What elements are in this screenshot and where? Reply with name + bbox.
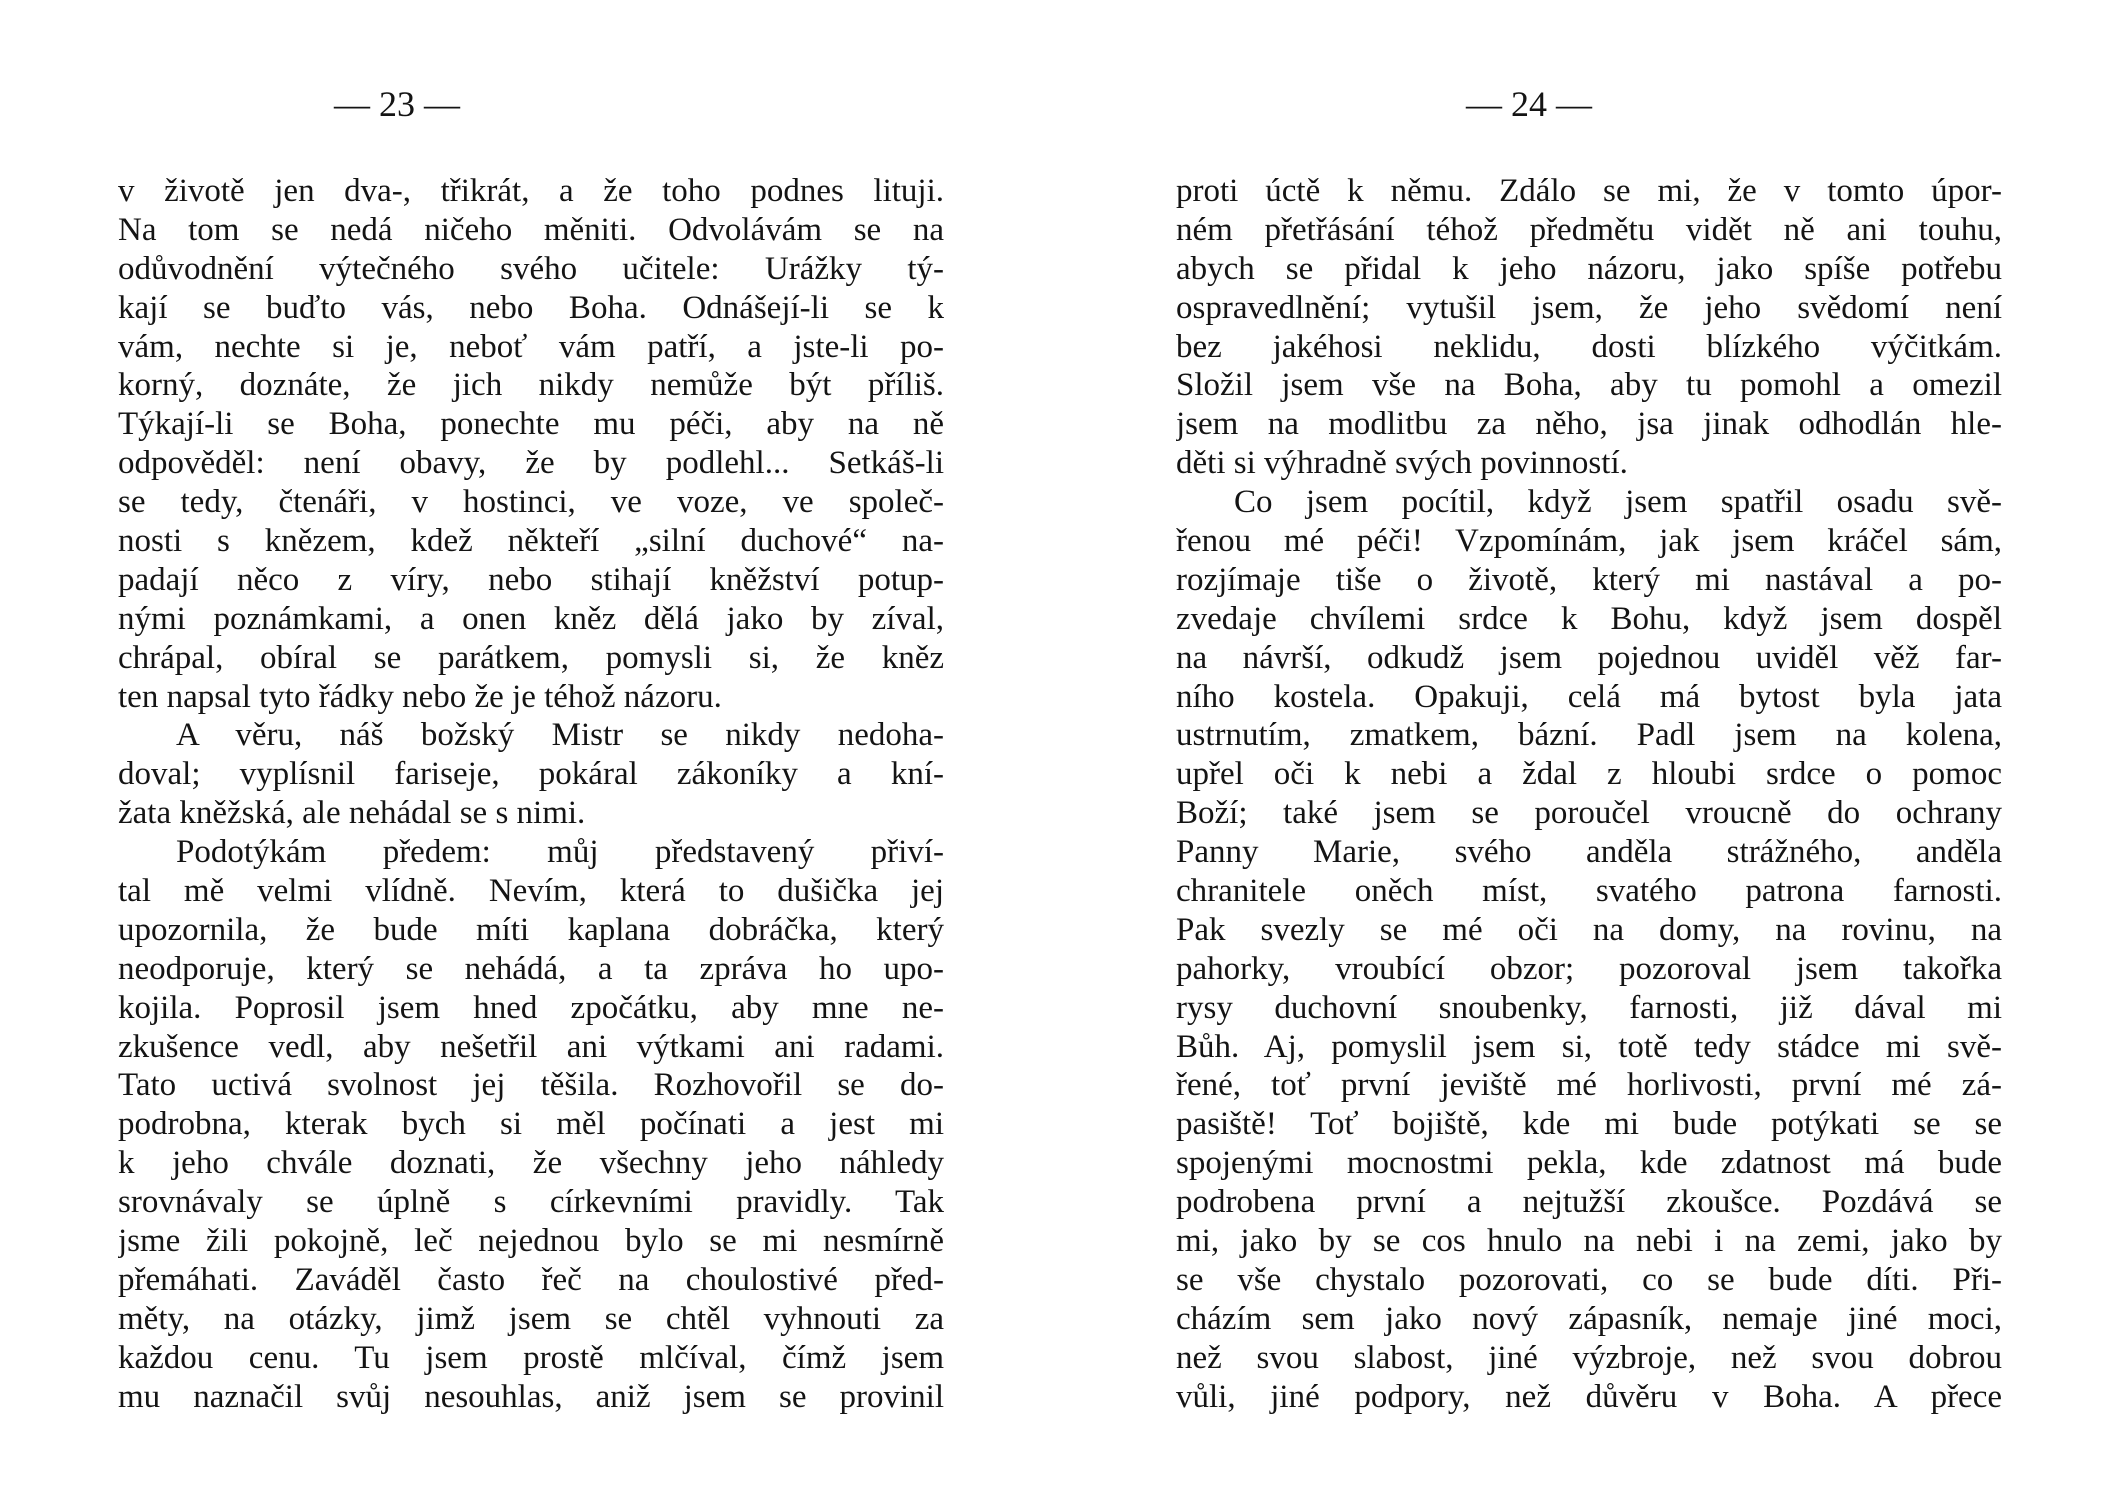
text-line: Na tom se nedá ničeho měniti. Odvolávám se na [118, 211, 944, 248]
text-line: řenou mé péči! Vzpomínám, jak jsem kráčel sám, [1176, 523, 2002, 560]
text-line: Složil jsem vše na Boha, aby tu pomohl a omezil [1176, 367, 2002, 404]
text-line: rozjímaje tiše o životě, který mi nastával a po- [1176, 561, 2002, 598]
text-line: tal mě velmi vlídně. Nevím, která to dušička jej [118, 873, 944, 910]
text-line: jsme žili pokojně, leč nejednou bylo se mi nesmírně [118, 1223, 944, 1260]
text-line: A věru, náš božský Mistr se nikdy nedoha- [176, 717, 944, 754]
text-line: nosti s knězem, kdež někteří „silní duchové“ na- [118, 523, 944, 560]
text-line: se tedy, čtenáři, v hostinci, ve voze, ve společ- [118, 484, 944, 521]
left-page [118, 0, 944, 1500]
text-line: Tato uctivá svolnost jej těšila. Rozhovořil se do- [118, 1067, 944, 1104]
text-line: padají něco z víry, nebo stihají kněžství potup- [118, 561, 944, 598]
text-line: cházím sem jako nový zápasník, nemaje jiné moci, [1176, 1300, 2002, 1337]
text-line: každou cenu. Tu jsem prostě mlčíval, čímž jsem [118, 1339, 944, 1376]
text-line: zkušence vedl, aby nešetřil ani výtkami ani radami. [118, 1028, 944, 1065]
text-line: proti úctě k němu. Zdálo se mi, že v tomto úpor- [1176, 173, 2002, 209]
text-line: chrápal, obíral se parátkem, pomysli si, že kněz [118, 639, 944, 676]
text-line: Panny Marie, svého anděla strážného, anděla [1176, 834, 2002, 871]
text-line: přemáhati. Zaváděl často řeč na choulostivé před- [118, 1261, 944, 1298]
text-line: ního kostela. Opakuji, celá má bytost byla jata [1176, 678, 2002, 715]
text-line: upozornila, že bude míti kaplana dobráčka, který [118, 911, 944, 948]
text-line: ten napsal tyto řádky nebo že je téhož názoru. [118, 678, 722, 715]
text-line: žata kněžská, ale nehádal se s nimi. [118, 795, 586, 832]
text-line: pahorky, vroubící obzor; pozoroval jsem takořka [1176, 950, 2002, 987]
text-line: bez jakéhosi neklidu, dosti blízkého výčitkám. [1176, 328, 2002, 365]
text-line: Pak svezly se mé oči na domy, na rovinu, na [1176, 911, 2002, 948]
text-line: spojenými mocnostmi pekla, kde zdatnost má bude [1176, 1145, 2002, 1182]
text-line: mu naznačil svůj nesouhlas, aniž jsem se provinil [118, 1378, 944, 1415]
text-line: ném přetřásání téhož předmětu vidět ně ani touhu, [1176, 211, 2002, 248]
text-line: kají se buďto vás, nebo Boha. Odnášejí-li se k [118, 289, 944, 326]
text-line: pasiště! Toť bojiště, kde mi bude potýkati se se [1176, 1106, 2002, 1143]
text-line: Bůh. Aj, pomyslil jsem si, totě tedy stádce mi svě- [1176, 1028, 2002, 1065]
text-line: na návrší, odkudž jsem pojednou uviděl věž far- [1176, 639, 2002, 676]
text-line: řené, toť první jeviště mé horlivosti, první mé zá- [1176, 1067, 2002, 1104]
text-line: měty, na otázky, jimž jsem se chtěl vyhnouti za [118, 1300, 944, 1337]
text-line: upřel oči k nebi a ždal z hloubi srdce o pomoc [1176, 756, 2002, 793]
text-line: než svou slabost, jiné výzbroje, než svou dobrou [1176, 1339, 2002, 1376]
text-line: chranitele oněch míst, svatého patrona farnosti. [1176, 873, 2002, 910]
text-line: Týkají-li se Boha, ponechte mu péči, aby na ně [118, 406, 944, 443]
text-line: podrobena první a nejtužší zkoušce. Pozdává se [1176, 1184, 2002, 1221]
body-text [1176, 172, 2002, 1417]
text-line: Co jsem pocítil, když jsem spatřil osadu svě- [1234, 484, 2002, 521]
text-line: se vše chystalo pozorovati, co se bude díti. Při- [1176, 1261, 2002, 1298]
text-line: kojila. Poprosil jsem hned zpočátku, aby mne ne- [118, 989, 944, 1026]
text-line: neodporuje, který se nehádá, a ta zpráva ho upo- [118, 950, 944, 987]
text-line: k jeho chvále doznati, že všechny jeho náhledy [118, 1145, 944, 1182]
text-line: rysy duchovní snoubenky, farnosti, již dával mi [1176, 989, 2002, 1026]
text-line: podrobna, kterak bych si měl počínati a jest mi [118, 1106, 944, 1143]
text-line: nými poznámkami, a onen kněz dělá jako by zíval, [118, 600, 944, 637]
text-line: zvedaje chvílemi srdce k Bohu, když jsem dospěl [1176, 600, 2002, 637]
text-line: mi, jako by se cos hnulo na nebi i na zemi, jako by [1176, 1223, 2002, 1260]
text-line: Boží; také jsem se poroučel vroucně do ochrany [1176, 795, 2002, 832]
text-line: abych se přidal k jeho názoru, jako spíše potřebu [1176, 250, 2002, 287]
text-line: Podotýkám předem: můj představený přiví- [176, 834, 944, 871]
text-line: ustrnutím, zmatkem, bázní. Padl jsem na kolena, [1176, 717, 2002, 754]
right-page [1176, 0, 2002, 1500]
page-number: — 24 — [1466, 84, 1592, 124]
body-text [118, 172, 944, 1417]
text-line: v životě jen dva-, třikrát, a že toho podnes lituji. [118, 173, 944, 209]
text-line: odpověděl: není obavy, že by podlehl... Setkáš-li [118, 445, 944, 482]
text-line: děti si výhradně svých povinností. [1176, 445, 1628, 482]
text-line: srovnávaly se úplně s církevními pravidly. Tak [118, 1184, 944, 1221]
text-line: ospravedlnění; vytušil jsem, že jeho svědomí není [1176, 289, 2002, 326]
text-line: vám, nechte si je, neboť vám patří, a jste-li po- [118, 328, 944, 365]
text-line: odůvodnění výtečného svého učitele: Urážky tý- [118, 250, 944, 287]
text-line: doval; vyplísnil fariseje, pokáral zákoníky a kní- [118, 756, 944, 793]
text-line: jsem na modlitbu za něho, jsa jinak odhodlán hle- [1176, 406, 2002, 443]
text-line: vůli, jiné podpory, než důvěru v Boha. A přece [1176, 1378, 2002, 1415]
page-number: — 23 — [334, 84, 460, 124]
text-line: korný, doznáte, že jich nikdy nemůže být příliš. [118, 367, 944, 404]
